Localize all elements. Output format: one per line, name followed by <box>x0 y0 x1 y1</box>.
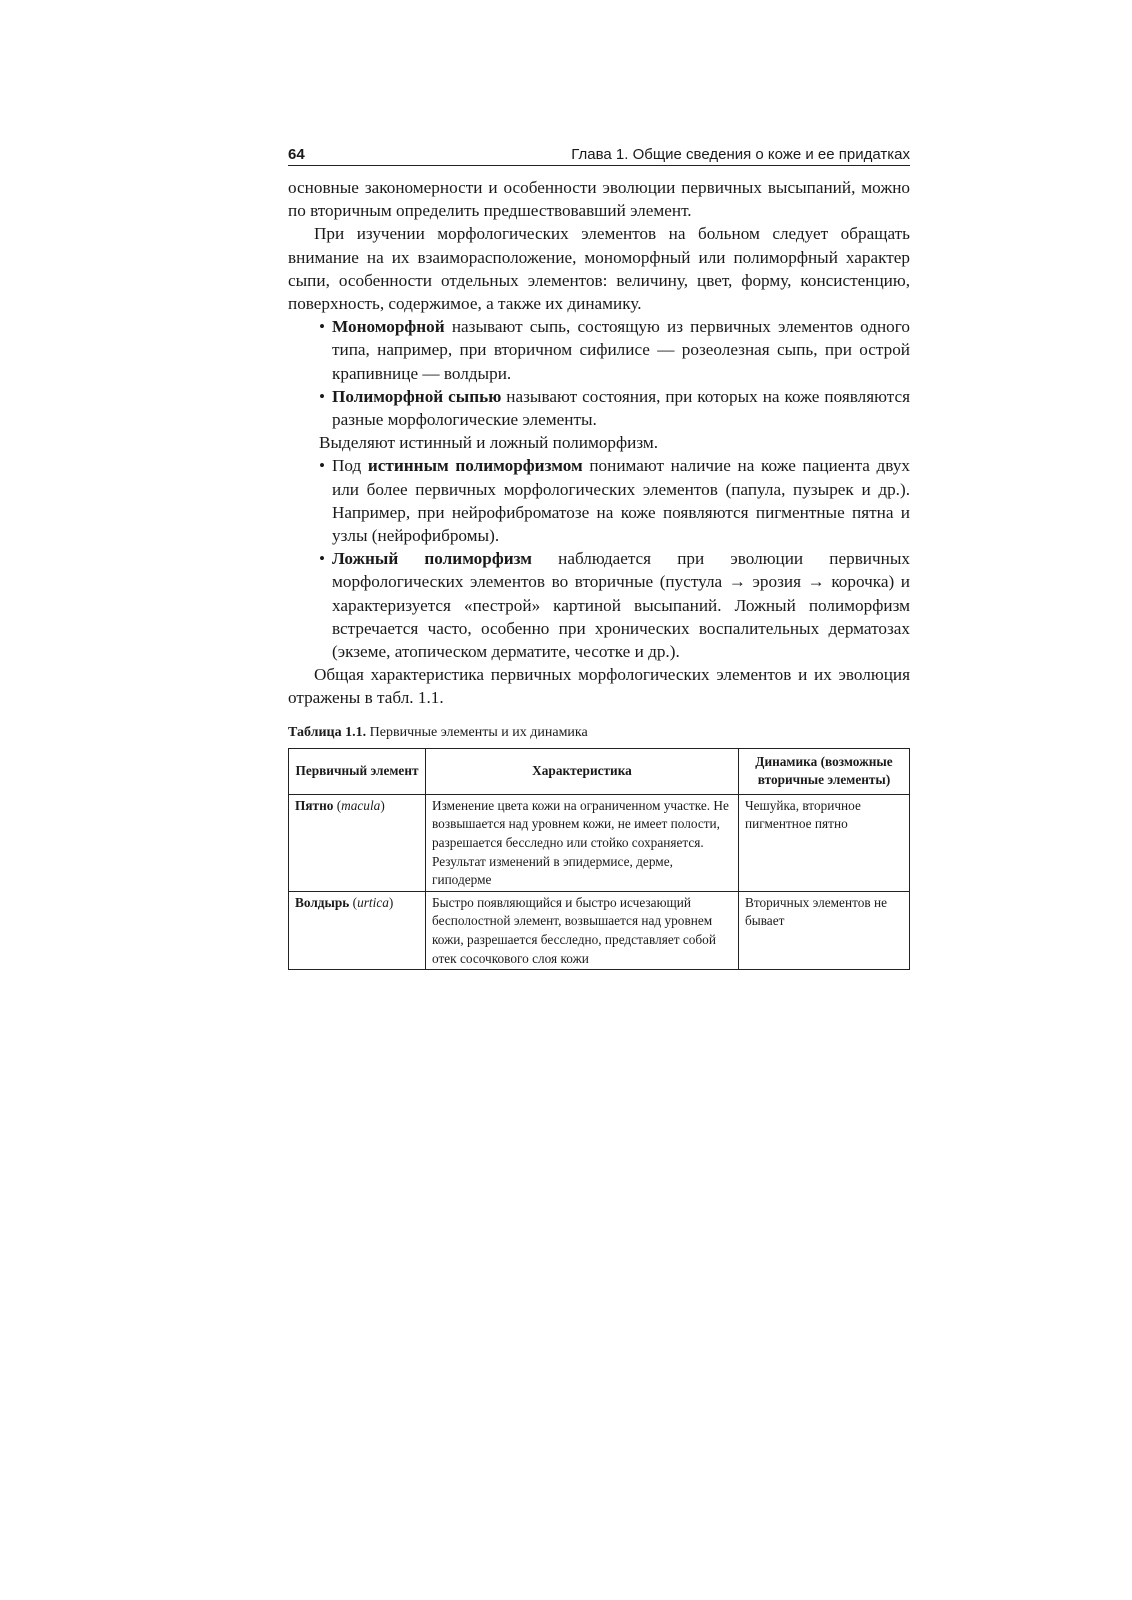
running-head <box>288 146 910 166</box>
definition-false-polymorphism: наблюдается при эволюции первичных морфологических элементов во вторичные (пустула → эрозия → корочка) и характеризуется «пестрой» картиной высыпаний. Ложный полиморфизм встречается часто, особенно при хронических воспалительных дерматозах (экземе, атопическом дерматите, чесотке и др.). <box>332 549 910 662</box>
column-header-dynamics: Динамика (возможные вторичные элементы) <box>739 748 910 794</box>
table-header-row <box>289 748 910 794</box>
table-row <box>289 794 910 891</box>
book-page <box>288 146 910 970</box>
element-latin-name: macula <box>341 797 381 813</box>
table-caption-label: Таблица 1.1. <box>288 724 367 740</box>
paragraph-table-reference: Общая характеристика первичных морфологических элементов и их эволюция отражены в табл. 1.1. <box>288 665 910 708</box>
element-name: Пятно <box>295 797 334 813</box>
term-polymorphic: Полиморфной сыпью <box>332 386 502 406</box>
rash-types-list <box>288 315 910 431</box>
bullet-icon: • <box>319 549 326 569</box>
list-item-polymorphic <box>288 385 910 431</box>
table-row <box>289 891 910 969</box>
list-item-false-polymorphism <box>288 547 910 663</box>
paragraph-continuation: основные закономерности и особенности эволюции первичных высыпаний, можно по вторичным определить предшествовавший элемент. <box>288 178 910 221</box>
table-caption-text: Первичные элементы и их динамика <box>366 724 588 740</box>
list-item-true-polymorphism <box>288 454 910 547</box>
definition-polymorphic: называют состояния, при которых на коже появляются разные морфологические элементы. <box>332 386 910 430</box>
body-text <box>288 176 910 710</box>
primary-elements-table <box>288 748 910 971</box>
cell-description: Изменение цвета кожи на ограниченном участке. Не возвышается над уровнем кожи, не имеет полости, разрешается бесследно или стойко сохраняется. Результат изменений в эпидермисе, дерме, гиподерме <box>426 794 739 891</box>
definition-true-polymorphism: понимают наличие на коже пациента двух или более первичных морфологических элементов (папула, пузырек и др.). Например, при нейрофиброматозе на коже появляются пигментные пятна и узлы (нейрофибромы). <box>332 456 911 546</box>
element-latin-name: urtica <box>357 894 389 910</box>
paragraph-polymorphism-kinds: Выделяют истинный и ложный полиморфизм. <box>319 433 659 453</box>
cell-dynamics: Чешуйка, вторичное пигментное пятно <box>739 794 910 891</box>
term-monomorphic: Мономорфной <box>332 317 445 337</box>
definition-monomorphic: называют сыпь, состоящую из первичных элементов одного типа, например, при вторичном сифилисе — розеолезная сыпь, при острой крапивнице — волдыри. <box>332 317 910 383</box>
bullet-icon: • <box>319 456 326 476</box>
term-true-polymorphism: истинным полиморфизмом <box>367 456 583 476</box>
element-name: Волдырь <box>295 894 350 910</box>
cell-element-name: Пятно (macula) <box>289 794 426 891</box>
bullet-icon: • <box>319 317 326 337</box>
column-header-characteristic: Характеристика <box>426 748 739 794</box>
bullet-icon: • <box>319 386 326 406</box>
list-item-monomorphic <box>288 315 910 385</box>
column-header-element: Первичный элемент <box>289 748 426 794</box>
cell-description: Быстро появляющийся и быстро исчезающий бесполостной элемент, возвышается над уровнем кожи, разрешается бесследно, представляет собой отек сосочкового слоя кожи <box>426 891 739 969</box>
table-caption <box>288 724 910 741</box>
prefix-true-polymorphism: Под <box>332 456 368 476</box>
page-number: 64 <box>288 146 305 163</box>
cell-element-name: Волдырь (urtica) <box>289 891 426 969</box>
polymorphism-list <box>288 454 910 663</box>
chapter-title: Глава 1. Общие сведения о коже и ее придатках <box>571 146 910 163</box>
cell-dynamics: Вторичных элементов не бывает <box>739 891 910 969</box>
paragraph-study: При изучении морфологических элементов на больном следует обращать внимание на их взаиморасположение, мономорфный или полиморфный характер сыпи, особенности отдельных элементов: величину, цвет, форму, консистенцию, поверхность, содержимое, а также их динамику. <box>288 224 910 314</box>
term-false-polymorphism: Ложный полиморфизм <box>332 549 532 569</box>
